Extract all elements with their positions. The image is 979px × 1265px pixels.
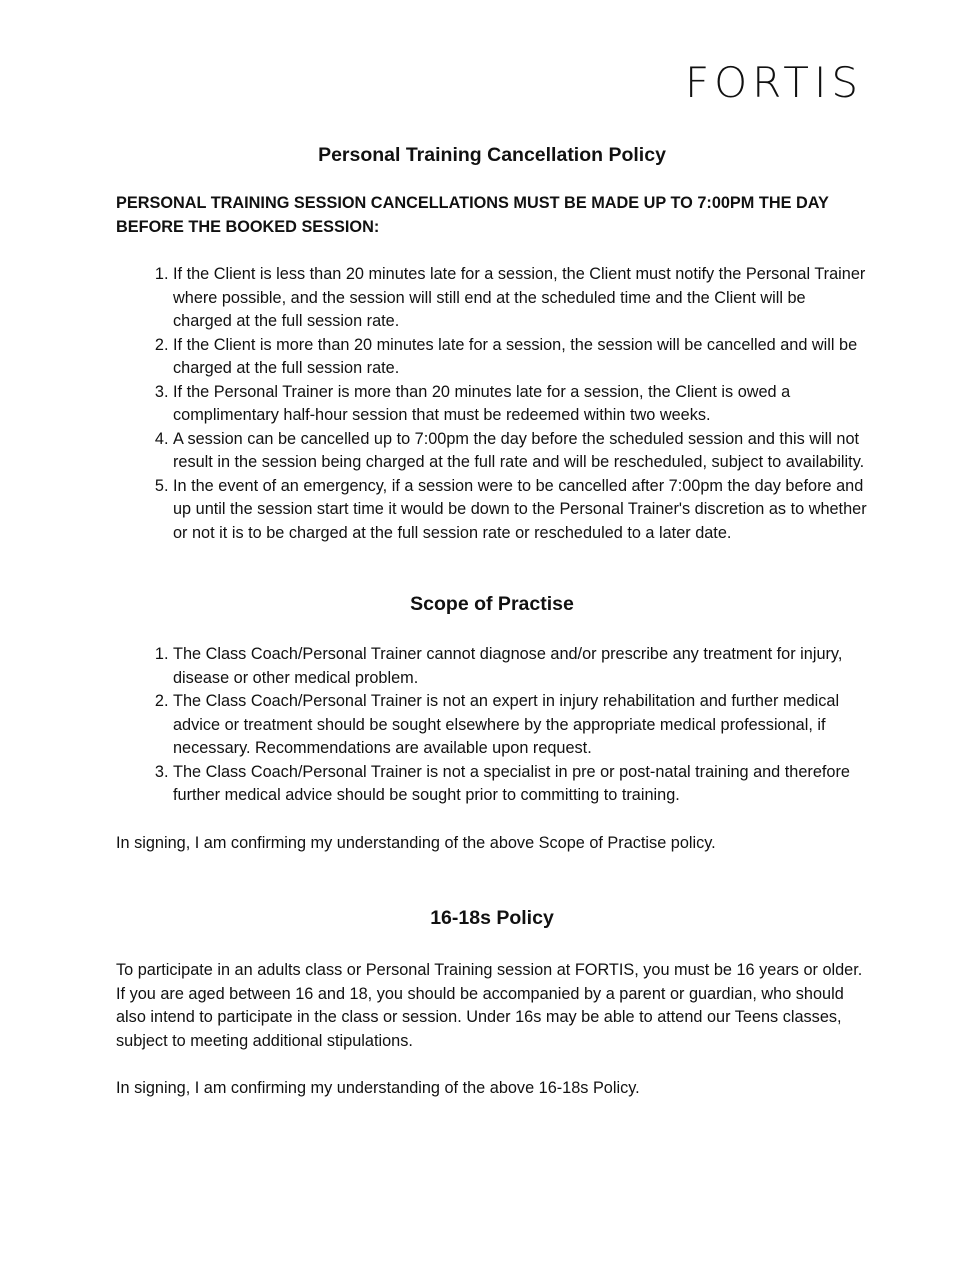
fortis-logo: FORTIS <box>684 58 863 107</box>
cancellation-policy-intro: PERSONAL TRAINING SESSION CANCELLATIONS MUST BE MADE UP TO 7:00PM THE DAY BEFORE THE BOOKED SESSION: <box>116 194 829 236</box>
cancellation-policy-list <box>116 263 868 545</box>
age-policy-paragraph: To participate in an adults class or Personal Training session at FORTIS, you must be 16 years or older. If you are aged between 16 and 18, you should be accompanied by a parent or guardian, who should also intend to participate in the class or session. Under 16s may be able to attend our Teens classes, subject to meeting additional stipulations. <box>116 961 863 1050</box>
list-item: 4. A session can be cancelled up to 7:00pm the day before the scheduled session and this will not result in the session being charged at the full rate and will be rescheduled, subject to availability. <box>173 428 868 475</box>
age-policy-signing-statement: In signing, I am confirming my understanding of the above 16-18s Policy. <box>116 1079 640 1097</box>
scope-signing-statement: In signing, I am confirming my understanding of the above Scope of Practise policy. <box>116 833 716 852</box>
scope-of-practise-title: Scope of Practise <box>410 593 574 615</box>
list-item: 1. The Class Coach/Personal Trainer cannot diagnose and/or prescribe any treatment for injury, disease or other medical problem. <box>173 643 868 690</box>
list-item: 3. The Class Coach/Personal Trainer is not a specialist in pre or post-natal training and therefore further medical advice should be sought prior to committing to training. <box>173 761 868 808</box>
age-policy-title: 16-18s Policy <box>430 907 554 929</box>
list-item: 1. If the Client is less than 20 minutes late for a session, the Client must notify the Personal Trainer where possible, and the session will still end at the scheduled time and the Client will be charged at the full session rate. <box>173 263 868 334</box>
list-item: 3. If the Personal Trainer is more than 20 minutes late for a session, the Client is owed a complimentary half-hour session that must be redeemed within two weeks. <box>173 381 868 428</box>
scope-of-practise-list <box>116 643 868 808</box>
document-content <box>116 142 868 1101</box>
list-item: 2. If the Client is more than 20 minutes late for a session, the session will be cancelled and will be charged at the full session rate. <box>173 334 868 381</box>
list-item: 5. In the event of an emergency, if a session were to be cancelled after 7:00pm the day before and up until the session start time it would be down to the Personal Trainer's discretion as to whether or not it is to be charged at the full session rate or rescheduled to a later date. <box>173 475 868 546</box>
cancellation-policy-title: Personal Training Cancellation Policy <box>318 144 666 166</box>
list-item: 2. The Class Coach/Personal Trainer is not an expert in injury rehabilitation and further medical advice or treatment should be sought elsewhere by the appropriate medical professional, if necessary. Recommendations are available upon request. <box>173 690 868 761</box>
